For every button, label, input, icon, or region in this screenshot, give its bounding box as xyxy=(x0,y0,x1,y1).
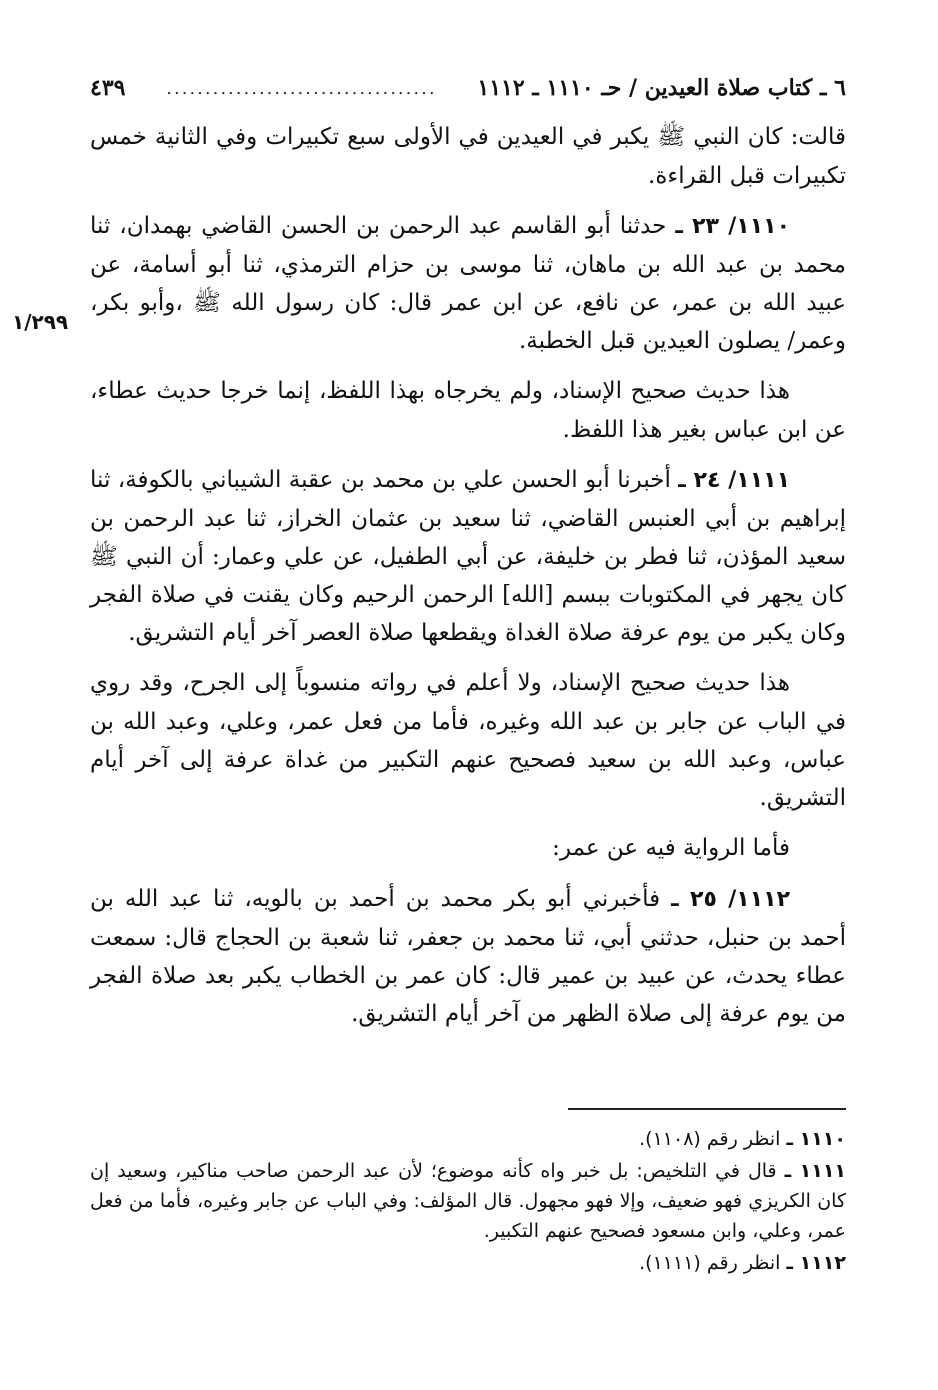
paragraph-text: قالت: كان النبي ﷺ يكبر في العيدين في الأولى سبع تكبيرات وفي الثانية خمس تكبيرات قبل القراءة. xyxy=(90,124,846,189)
footnote-text: انظر رقم (١١٠٨). xyxy=(639,1128,787,1150)
footnote-separator xyxy=(568,1108,846,1110)
paragraph-text: أخبرنا أبو الحسن علي بن محمد بن عقبة الشيباني بالكوفة، ثنا إبراهيم بن أبي العنبس القاضي، ثنا سعيد بن عثمان الخراز، ثنا عبد الرحمن بن سعيد المؤذن، ثنا فطر بن خليفة، عن أبي الطفيل، عن علي وعمار: أن النبي ﷺ كان يجهر في المكتوبات ببسم [الله] الرحمن الرحيم وكان يقنت في صلاة الفجر وكان يكبر من يوم عرفة صلاة الغداة ويقطعها صلاة العصر آخر أيام التشريق. xyxy=(90,467,846,646)
paragraph-text: هذا حديث صحيح الإسناد، ولم يخرجاه بهذا اللفظ، إنما خرجا حديث عطاء، عن ابن عباس بغير هذا اللفظ. xyxy=(90,378,846,443)
paragraph xyxy=(90,664,846,817)
hadith-number: ١١١٢/ ٢٥ ـ xyxy=(671,887,791,912)
footnote xyxy=(90,1156,846,1246)
hadith-number: ١١١٠/ ٢٣ ـ xyxy=(675,214,790,239)
paragraph-text: حدثنا أبو القاسم عبد الرحمن بن الحسن القاضي بهمدان، ثنا محمد بن عبد الله بن ماهان، ثنا موسى بن حزام الترمذي، ثنا أبو أسامة، عن عبيد الله بن عمر، عن نافع، عن ابن عمر قال: كان رسول الله ﷺ ،وأبو بكر، وعمر/ يصلون العيدين قبل الخطبة. xyxy=(90,213,846,354)
paragraph xyxy=(90,461,846,652)
footnote-number: ١١١١ ـ xyxy=(784,1160,847,1182)
paragraph xyxy=(90,880,846,1033)
paragraph-text: هذا حديث صحيح الإسناد، ولا أعلم في رواته منسوباً إلى الجرح، وقد روي في الباب عن جابر بن عبد الله وغيره، فأما من فعل عمر، وعلي، وعبد الله بن عباس، وعبد الله بن سعيد فصحيح عنهم التكبير من غداة عرفة إلى آخر أيام التشريق. xyxy=(90,670,846,811)
paragraph xyxy=(90,207,846,360)
page-number: ٤٣٩ xyxy=(90,75,126,101)
footnotes xyxy=(90,1124,846,1280)
paragraph-text: فأما الرواية فيه عن عمر: xyxy=(552,835,790,861)
footnote-text: انظر رقم (١١١١). xyxy=(639,1252,787,1274)
footnote xyxy=(90,1248,846,1278)
footnote-text: قال في التلخيص: بل خبر واه كأنه موضوع؛ لأن عبد الرحمن صاحب مناكير، وسعيد إن كان الكريزي فهو ضعيف، وإلا فهو مجهول. قال المؤلف: وفي الباب عن جابر وغيره، فأما من فعل عمر، وعلي، وابن مسعود فصحيح عنهم التكبير. xyxy=(90,1160,846,1242)
paragraph xyxy=(90,118,846,195)
main-text xyxy=(90,118,846,1045)
running-title: ٦ ـ كتاب صلاة العيدين / حـ ١١١٠ ـ ١١١٢ xyxy=(477,75,846,101)
page-header xyxy=(90,68,846,108)
paragraph-text: فأخبرني أبو بكر محمد بن أحمد بن بالويه، ثنا عبد الله بن أحمد بن حنبل، حدثني أبي، ثنا محمد بن جعفر، ثنا شعبة بن الحجاج قال: سمعت عطاء يحدث، عن عبيد بن عمير قال: كان عمر بن الخطاب يكبر بعد صلاة الفجر من يوم عرفة إلى صلاة الظهر من آخر أيام التشريق. xyxy=(90,886,846,1027)
hadith-number: ١١١١/ ٢٤ ـ xyxy=(678,468,791,493)
footnote xyxy=(90,1124,846,1154)
footnote-number: ١١١٠ ـ xyxy=(786,1128,846,1150)
leader-dots: ................................... xyxy=(166,77,437,99)
paragraph xyxy=(90,829,846,868)
footnote-number: ١١١٢ ـ xyxy=(786,1252,846,1274)
margin-reference: ١/٢٩٩ xyxy=(12,310,69,334)
paragraph xyxy=(90,372,846,449)
